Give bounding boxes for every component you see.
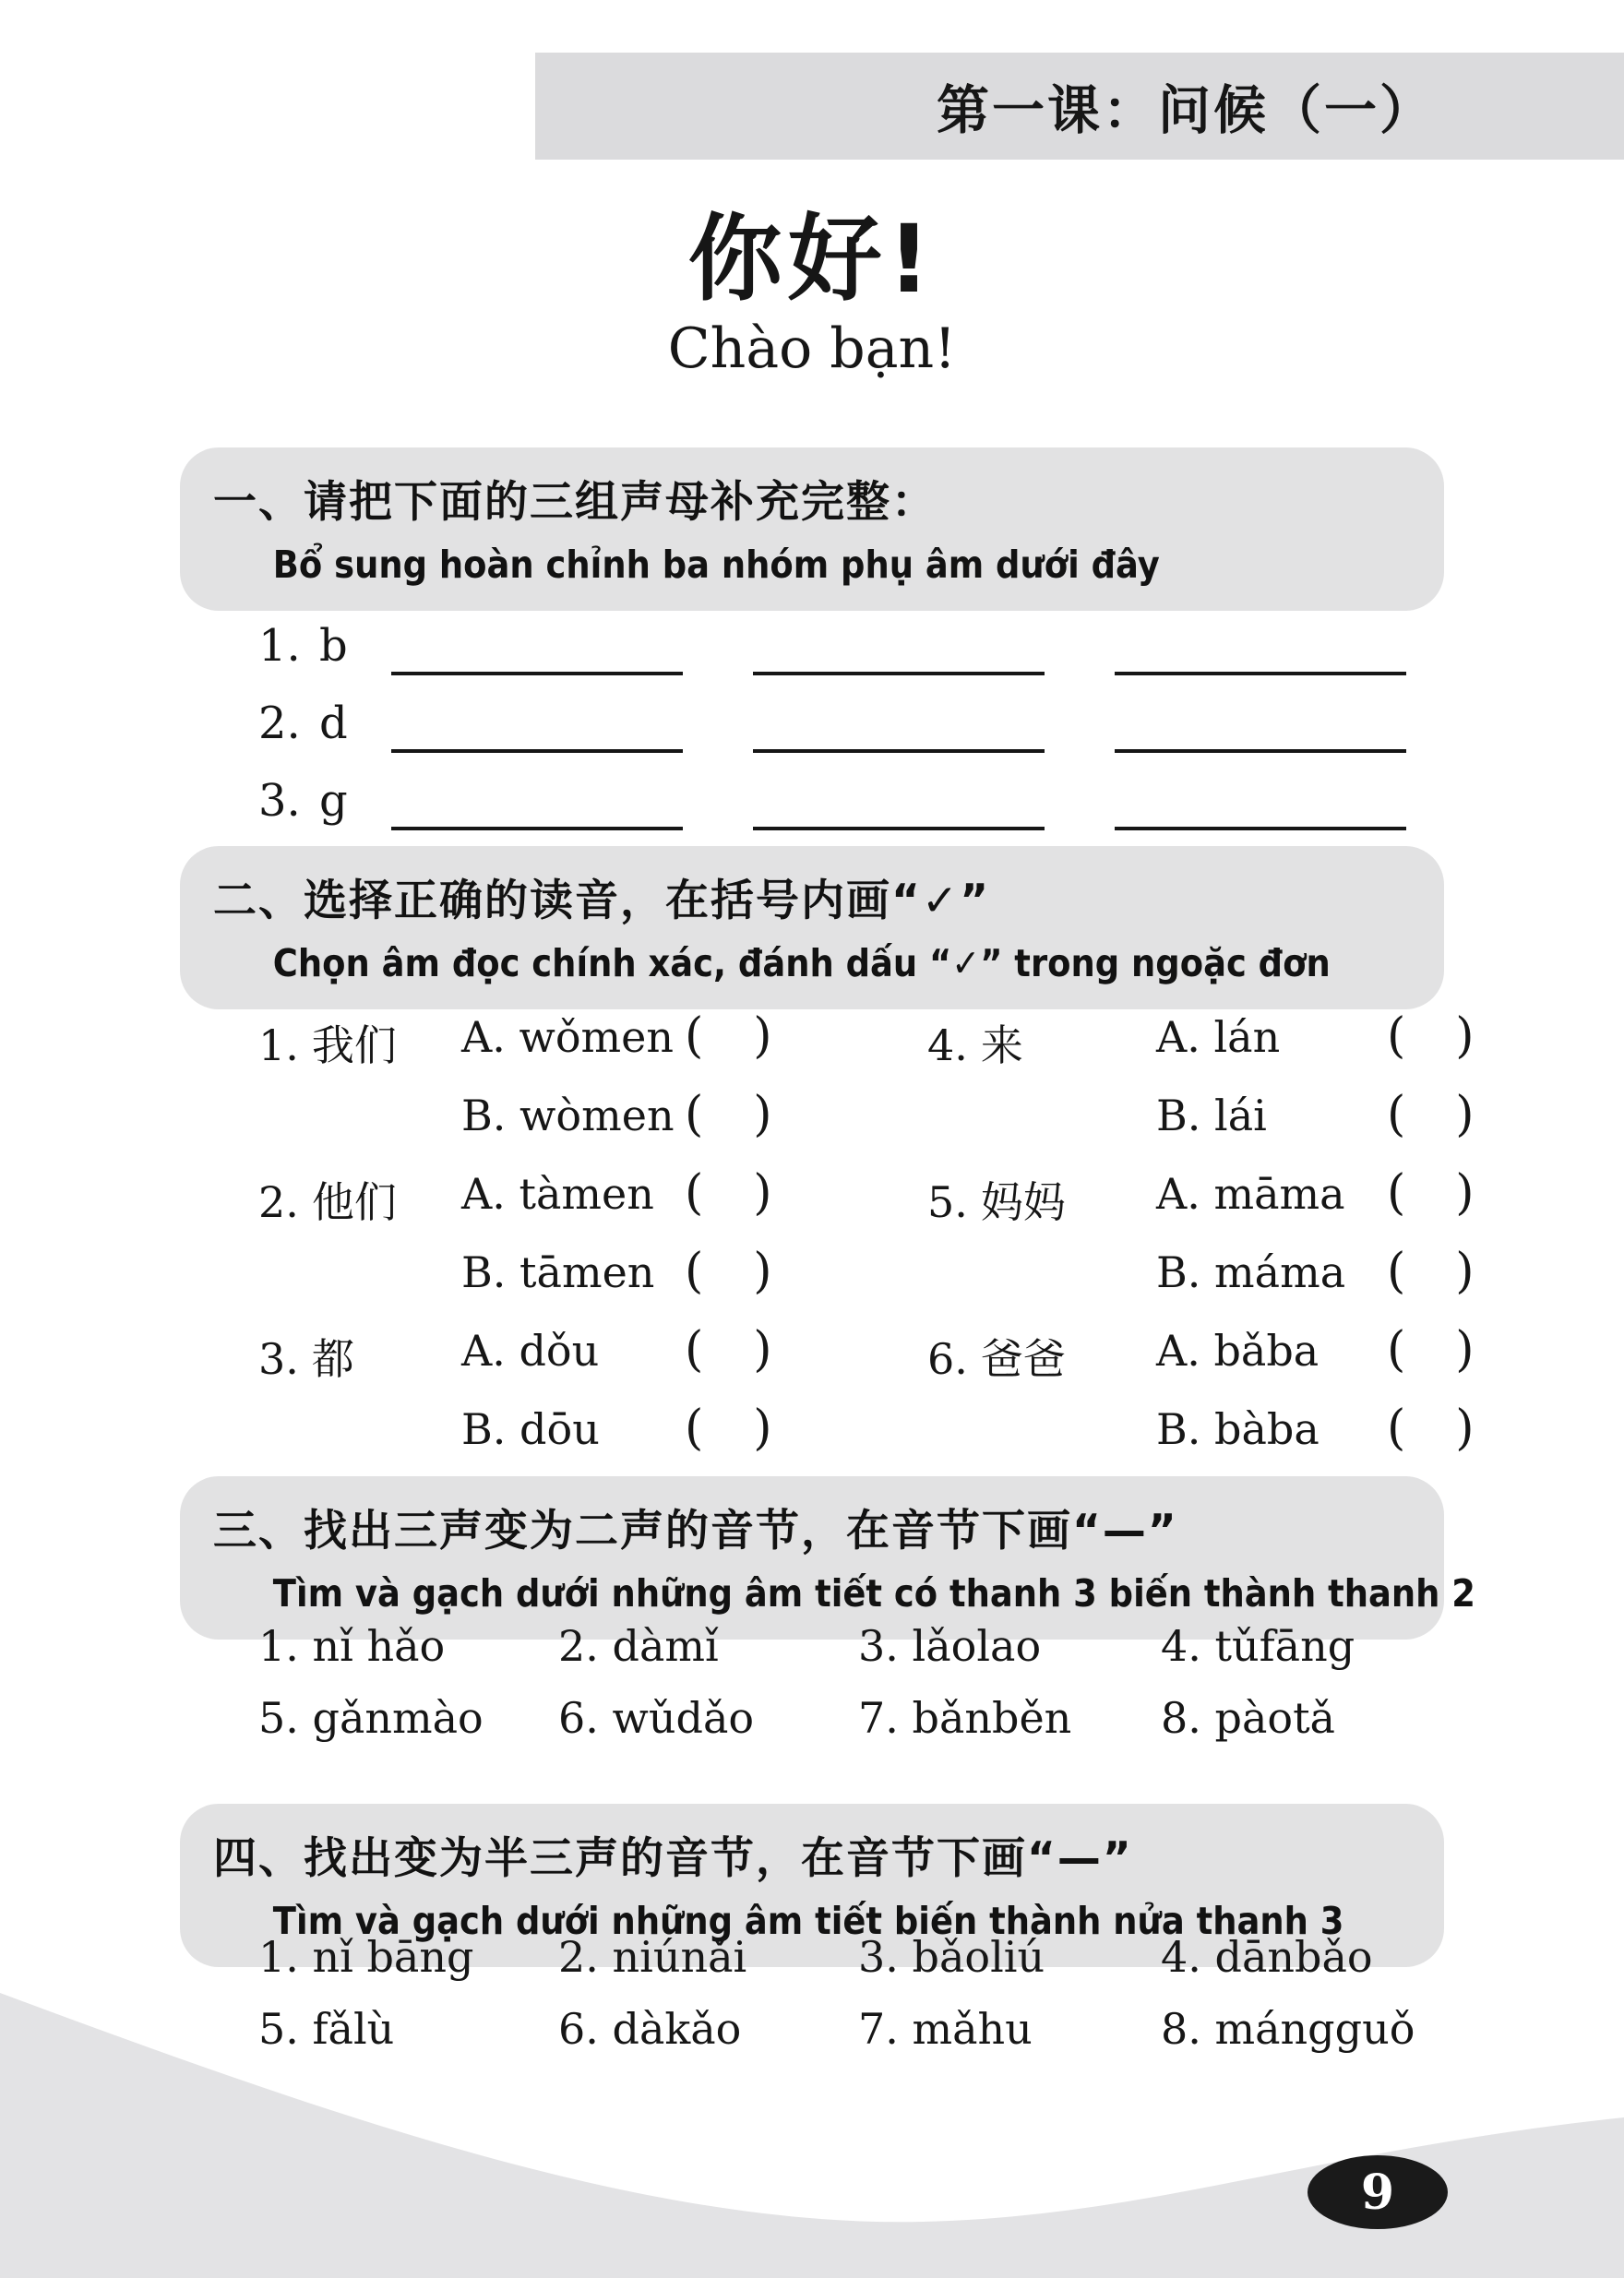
- initials-row: [258, 620, 1412, 675]
- page-title-chinese: 你好!: [687, 205, 937, 315]
- question-label: [927, 1012, 1023, 1073]
- option-a: A. wǒmen: [461, 1012, 674, 1062]
- item-number: 3.: [258, 775, 301, 827]
- question-number: 4.: [927, 1020, 968, 1070]
- initials-row: [258, 775, 1412, 830]
- section-2-instruction-box: [180, 846, 1444, 1009]
- syllable-row: [258, 1621, 1449, 1675]
- syllable-item: 6. wǔdǎo: [558, 1693, 755, 1743]
- syllable-item: 1. nǐ bāng: [258, 1932, 474, 1982]
- page-number-badge: [1308, 2155, 1448, 2229]
- answer-parentheses: ( ): [685, 1244, 772, 1299]
- answer-parentheses: ( ): [685, 1087, 772, 1142]
- answer-blank: [1115, 749, 1406, 753]
- answer-parentheses: ( ): [685, 1008, 772, 1064]
- syllable-row: [258, 1932, 1449, 1986]
- question-hanzi: 都: [311, 1334, 354, 1384]
- answer-parentheses: ( ): [1387, 1401, 1475, 1456]
- answer-parentheses: ( ): [1387, 1008, 1475, 1064]
- page-number: 9: [1360, 2164, 1395, 2221]
- question-label: [258, 1012, 397, 1073]
- syllable-item: 7. mǎhu: [858, 2004, 1033, 2054]
- syllable-item: 6. dàkǎo: [558, 2004, 742, 2054]
- option-a: A. tàmen: [461, 1169, 654, 1219]
- option-b: B. tāmen: [461, 1247, 655, 1297]
- initial-letter: g: [319, 775, 348, 827]
- item-number: 2.: [258, 698, 301, 749]
- question-hanzi: 妈妈: [980, 1177, 1066, 1227]
- option-b: B. máma: [1156, 1247, 1346, 1297]
- question-number: 1.: [258, 1020, 299, 1070]
- question-number: 2.: [258, 1177, 299, 1227]
- section-3-heading-vietnamese: Tìm và gạch dưới những âm tiết có thanh 3 biến thành thanh 2: [272, 1571, 1475, 1616]
- item-number: 1.: [258, 620, 301, 672]
- syllable-item: 3. lǎolao: [858, 1621, 1042, 1671]
- answer-parentheses: ( ): [1387, 1322, 1475, 1378]
- lesson-title: 第一课：问候（一）: [937, 80, 1435, 141]
- syllable-item: 7. bǎnběn: [858, 1693, 1072, 1743]
- syllable-item: 4. tǔfāng: [1161, 1621, 1355, 1671]
- question-number: 5.: [927, 1177, 968, 1227]
- question-hanzi: 我们: [311, 1020, 397, 1070]
- question-number: 3.: [258, 1334, 299, 1384]
- answer-blank: [753, 749, 1045, 753]
- syllable-item: 1. nǐ hǎo: [258, 1621, 446, 1671]
- option-a: A. māma: [1156, 1169, 1345, 1219]
- page-title-vietnamese: Chào bạn!: [667, 316, 957, 381]
- answer-blank: [391, 827, 683, 830]
- question-label: [927, 1326, 1066, 1387]
- answer-blank: [391, 749, 683, 753]
- initials-row: [258, 698, 1412, 753]
- question-label: [258, 1326, 354, 1387]
- question-hanzi: 爸爸: [980, 1334, 1066, 1384]
- syllable-row: [258, 2004, 1449, 2057]
- section-1-heading-vietnamese: Bổ sung hoàn chỉnh ba nhóm phụ âm dưới đây: [272, 543, 1160, 587]
- syllable-item: 8. mángguǒ: [1161, 2004, 1415, 2054]
- question-hanzi: 来: [980, 1020, 1023, 1070]
- answer-blank: [753, 672, 1045, 675]
- syllable-item: 5. gǎnmào: [258, 1693, 484, 1743]
- lesson-banner: [535, 53, 1624, 160]
- section-3-instruction-box: [180, 1476, 1475, 1640]
- option-b: B. lái: [1156, 1091, 1267, 1140]
- option-a: A. lán: [1156, 1012, 1281, 1062]
- section-1-instruction-box: [180, 447, 1444, 611]
- initial-letter: b: [319, 620, 348, 672]
- section-3-heading-chinese: 三、找出三声变为二声的音节，在音节下画“—”: [213, 1506, 1178, 1556]
- syllable-item: 2. niúnǎi: [558, 1932, 747, 1982]
- option-b: B. bàba: [1156, 1404, 1320, 1454]
- answer-blank: [1115, 827, 1406, 830]
- answer-parentheses: ( ): [1387, 1165, 1475, 1221]
- question-label: [927, 1169, 1066, 1230]
- option-a: A. dǒu: [461, 1326, 600, 1376]
- syllable-item: 5. fǎlù: [258, 2004, 395, 2054]
- syllable-item: 4. dānbǎo: [1161, 1932, 1373, 1982]
- answer-parentheses: ( ): [1387, 1244, 1475, 1299]
- syllable-item: 3. bǎoliú: [858, 1932, 1045, 1982]
- option-a: A. bǎba: [1156, 1326, 1320, 1376]
- section-4-heading-chinese: 四、找出变为半三声的音节，在音节下画“—”: [213, 1833, 1133, 1884]
- question-number: 6.: [927, 1334, 968, 1384]
- option-b: B. wòmen: [461, 1091, 675, 1140]
- question-label: [258, 1169, 397, 1230]
- answer-parentheses: ( ): [685, 1165, 772, 1221]
- answer-parentheses: ( ): [685, 1322, 772, 1378]
- section-4-heading-vietnamese: Tìm và gạch dưới những âm tiết biến thành nửa thanh 3: [272, 1899, 1344, 1943]
- answer-parentheses: ( ): [1387, 1087, 1475, 1142]
- question-hanzi: 他们: [311, 1177, 397, 1227]
- initial-letter: d: [319, 698, 348, 749]
- section-1-heading-chinese: 一、请把下面的三组声母补充完整：: [213, 477, 937, 528]
- syllable-item: 8. pàotǎ: [1161, 1693, 1335, 1743]
- answer-parentheses: ( ): [685, 1401, 772, 1456]
- section-2-heading-chinese: 二、选择正确的读音，在括号内画“✓”: [213, 876, 991, 926]
- answer-blank: [1115, 672, 1406, 675]
- answer-blank: [391, 672, 683, 675]
- syllable-item: 2. dàmǐ: [558, 1621, 719, 1671]
- answer-blank: [753, 827, 1045, 830]
- syllable-row: [258, 1693, 1449, 1747]
- section-2-heading-vietnamese: Chọn âm đọc chính xác, đánh dấu “✓” trong ngoặc đơn: [272, 941, 1331, 985]
- option-b: B. dōu: [461, 1404, 600, 1454]
